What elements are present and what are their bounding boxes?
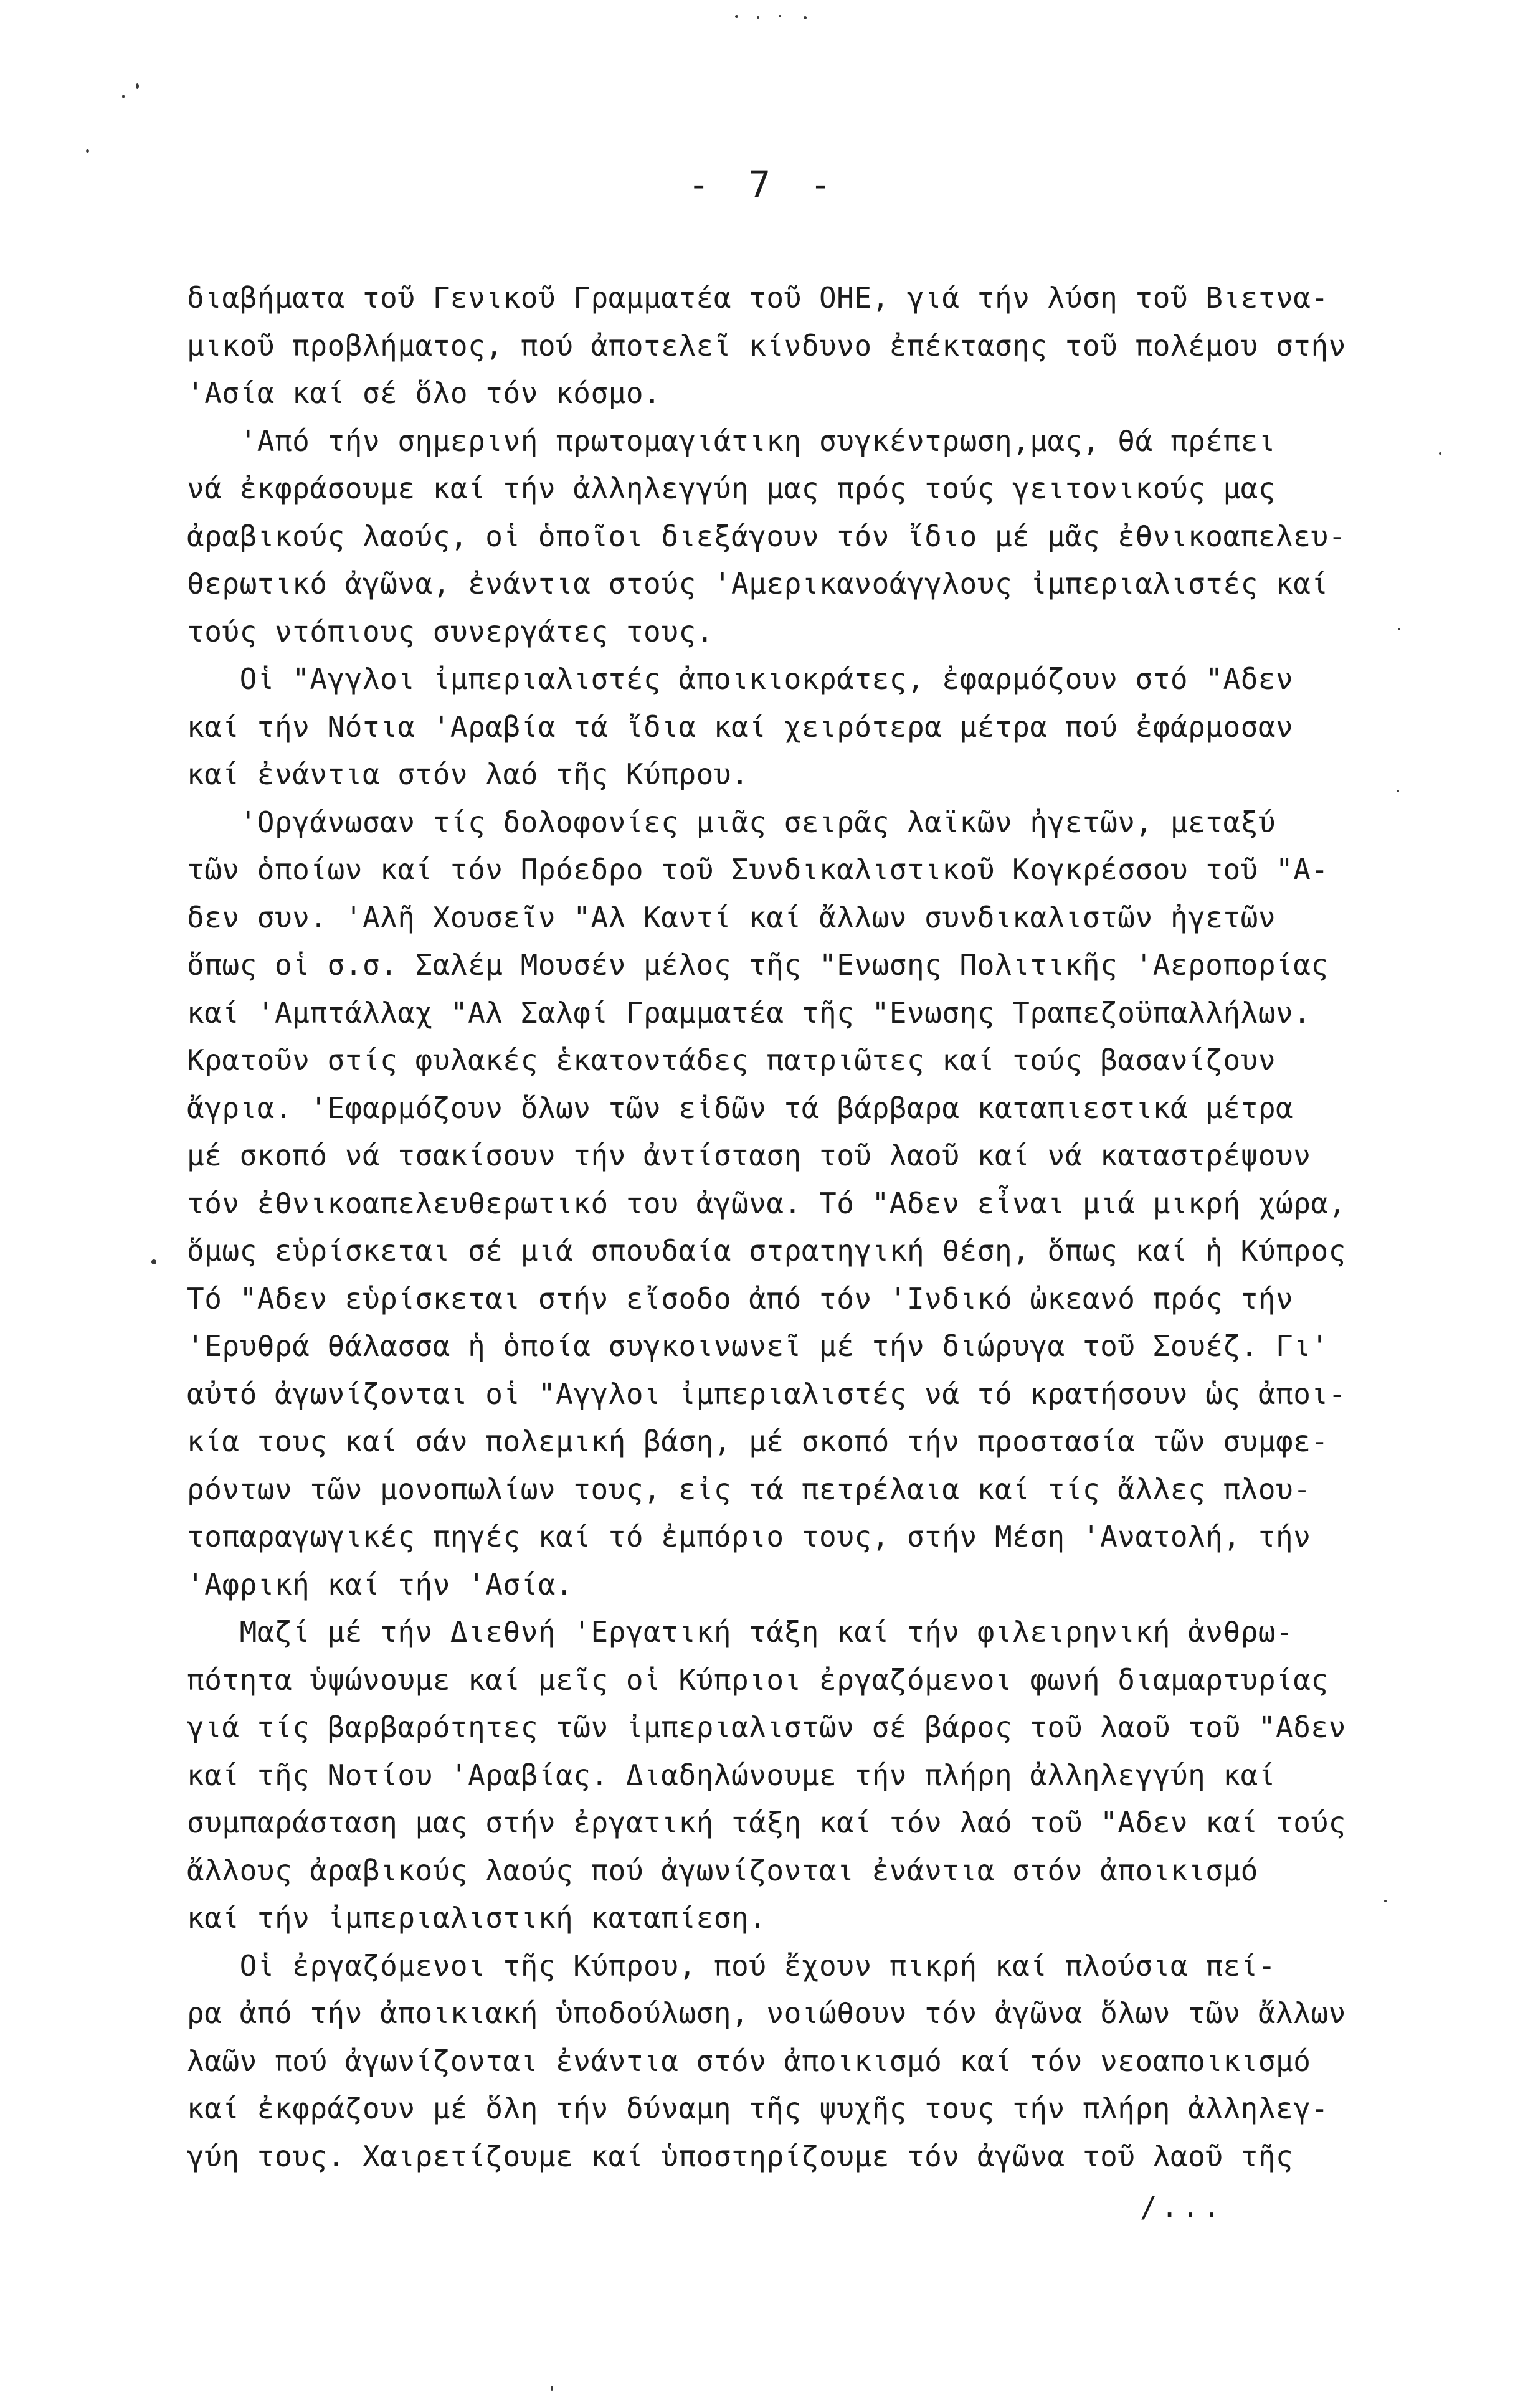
text-line: ἄλλους ἀραβικούς λαούς πού ἀγωνίζονται ἐνάντια στόν ἀποικισμό — [187, 1853, 1258, 1887]
text-line: Κρατοῦν στίς φυλακές ἑκατοντάδες πατριῶτες καί τούς βασανίζουν — [187, 1043, 1276, 1077]
text-line: γύη τους. Χαιρετίζουμε καί ὑποστηρίζουμε τόν ἀγῶνα τοῦ λαοῦ τῆς — [187, 2139, 1294, 2173]
text-line: τόν ἐθνικοαπελευθερωτικό του ἀγῶνα. Τό "Αδεν εἶναι μιά μικρή χώρα, — [187, 1186, 1346, 1220]
text-line: 'Από τήν σημερινή πρωτομαγιάτικη συγκέντρωση,μας, θά πρέπει — [187, 424, 1276, 458]
text-line: γιά τίς βαρβαρότητες τῶν ἰμπεριαλιστῶν σέ βάρος τοῦ λαοῦ τοῦ "Αδεν — [187, 1710, 1346, 1744]
text-line: Οἱ "Αγγλοι ἰμπεριαλιστές ἀποικιοκράτες, ἐφαρμόζουν στό "Αδεν — [187, 662, 1294, 696]
text-line: ρα ἀπό τήν ἀποικιακή ὑποδούλωση, νοιώθουν τόν ἀγῶνα ὅλων τῶν ἄλλων — [187, 1996, 1346, 2030]
scan-speck — [1439, 452, 1441, 455]
text-line: τούς ντόπιους συνεργάτες τους. — [187, 614, 714, 648]
scan-speck — [1384, 1900, 1387, 1902]
text-line: Μαζί μέ τήν Διεθνή 'Εργατική τάξη καί τήν φιλειρηνική ἀνθρω- — [187, 1615, 1294, 1649]
text-line: ρόντων τῶν μονοπωλίων τους, εἰς τά πετρέλαια καί τίς ἄλλες πλου- — [187, 1472, 1311, 1506]
text-line: ὅπως οἱ σ.σ. Σαλέμ Μουσέν μέλος τῆς "Ενωσης Πολιτικῆς 'Αεροπορίας — [187, 948, 1329, 982]
scan-speck — [1397, 790, 1399, 792]
text-line: μικοῦ προβλήματος, πού ἀποτελεῖ κίνδυνο ἐπέκτασης τοῦ πολέμου στήν — [187, 328, 1346, 363]
text-line: διαβήματα τοῦ Γενικοῦ Γραμματέα τοῦ ΟΗΕ, γιά τήν λύση τοῦ Βιετνα- — [187, 281, 1329, 315]
scan-speck — [551, 2386, 553, 2391]
text-line: μέ σκοπό νά τσακίσουν τήν ἀντίσταση τοῦ λαοῦ καί νά καταστρέψουν — [187, 1139, 1311, 1172]
text-line: καί ἐνάντια στόν λαό τῆς Κύπρου. — [187, 757, 749, 791]
scan-speck — [757, 16, 759, 19]
text-line: καί 'Αμπτάλλαχ "Αλ Σαλφί Γραμματέα τῆς "Ενωσης Τραπεζοϋπαλλήλων. — [187, 995, 1311, 1030]
scan-speck — [86, 149, 89, 153]
scan-speck — [136, 83, 139, 89]
text-line: 'Αφρική καί τήν 'Ασία. — [187, 1567, 574, 1601]
text-line: τῶν ὁποίων καί τόν Πρόεδρο τοῦ Συνδικαλιστικοῦ Κογκρέσσου τοῦ "Α- — [187, 853, 1329, 886]
text-line: αὐτό ἀγωνίζονται οἱ "Αγγλοι ἰμπεριαλιστές νά τό κρατήσουν ὡς ἀποι- — [187, 1377, 1346, 1411]
text-line: καί τῆς Νοτίου 'Αραβίας. Διαδηλώνουμε τήν πλήρη ἀλληλεγγύη καί — [187, 1758, 1276, 1792]
text-line: καί τήν ἰμπεριαλιστική καταπίεση. — [187, 1901, 767, 1935]
text-line: καί ἐκφράζουν μέ ὅλη τήν δύναμη τῆς ψυχῆς τους τήν πλήρη ἀλληλεγ- — [187, 2092, 1329, 2125]
text-line: ἄγρια. 'Εφαρμόζουν ὅλων τῶν εἰδῶν τά βάρβαρα καταπιεστικά μέτρα — [187, 1091, 1294, 1125]
scan-speck — [122, 95, 125, 98]
text-line: κία τους καί σάν πολεμική βάση, μέ σκοπό τήν προστασία τῶν συμφε- — [187, 1424, 1329, 1458]
scan-speck — [804, 16, 807, 19]
scan-speck — [735, 15, 738, 18]
continuation-mark: /... — [1140, 2190, 1224, 2224]
scan-speck — [151, 1259, 156, 1264]
text-line: 'Ασία καί σέ ὅλο τόν κόσμο. — [187, 376, 662, 410]
text-line: Οἱ ἐργαζόμενοι τῆς Κύπρου, πού ἔχουν πικρή καί πλούσια πεί- — [187, 1948, 1276, 1983]
page-number: - 7 - — [688, 163, 840, 206]
text-line: ἀραβικούς λαούς, οἱ ὁποῖοι διεξάγουν τόν ἴδιο μέ μᾶς ἐθνικοαπελευ- — [187, 519, 1346, 553]
text-line: νά ἐκφράσουμε καί τήν ἀλληλεγγύη μας πρός τούς γειτονικούς μας — [187, 472, 1276, 505]
text-line: ὅμως εὑρίσκεται σέ μιά σπουδαία στρατηγική θέση, ὅπως καί ἡ Κύπρος — [187, 1234, 1346, 1268]
text-line: καί τήν Νότια 'Αραβία τά ἴδια καί χειρότερα μέτρα πού ἐφάρμοσαν — [187, 709, 1294, 744]
text-line: τοπαραγωγικές πηγές καί τό ἐμπόριο τους, στήν Μέση 'Ανατολή, τήν — [187, 1520, 1311, 1553]
text-line: δεν συν. 'Αλῆ Χουσεῖν "Αλ Καντί καί ἄλλων συνδικαλιστῶν ἠγετῶν — [187, 900, 1276, 934]
text-line: πότητα ὑψώνουμε καί μεῖς οἱ Κύπριοι ἐργαζόμενοι φωνή διαμαρτυρίας — [187, 1662, 1329, 1697]
scan-speck — [779, 15, 781, 17]
text-line: 'Ερυθρά θάλασσα ἡ ὁποία συγκοινωνεῖ μέ τήν διώρυγα τοῦ Σουέζ. Γι' — [187, 1329, 1329, 1363]
text-line: συμπαράσταση μας στήν ἐργατική τάξη καί τόν λαό τοῦ "Αδεν καί τούς — [187, 1806, 1346, 1839]
scan-speck — [1398, 628, 1400, 630]
text-line: Τό "Αδεν εὑρίσκεται στήν εἴσοδο ἀπό τόν 'Ινδικό ὠκεανό πρός τήν — [187, 1281, 1294, 1315]
text-line: 'Οργάνωσαν τίς δολοφονίες μιᾶς σειρᾶς λαϊκῶν ἠγετῶν, μεταξύ — [187, 805, 1276, 839]
text-line: θερωτικό ἀγῶνα, ἐνάντια στούς 'Αμερικανοάγγλους ἰμπεριαλιστές καί — [187, 567, 1329, 600]
text-line: λαῶν πού ἀγωνίζονται ἐνάντια στόν ἀποικισμό καί τόν νεοαποικισμό — [187, 2044, 1311, 2078]
body-text — [187, 274, 1470, 2180]
